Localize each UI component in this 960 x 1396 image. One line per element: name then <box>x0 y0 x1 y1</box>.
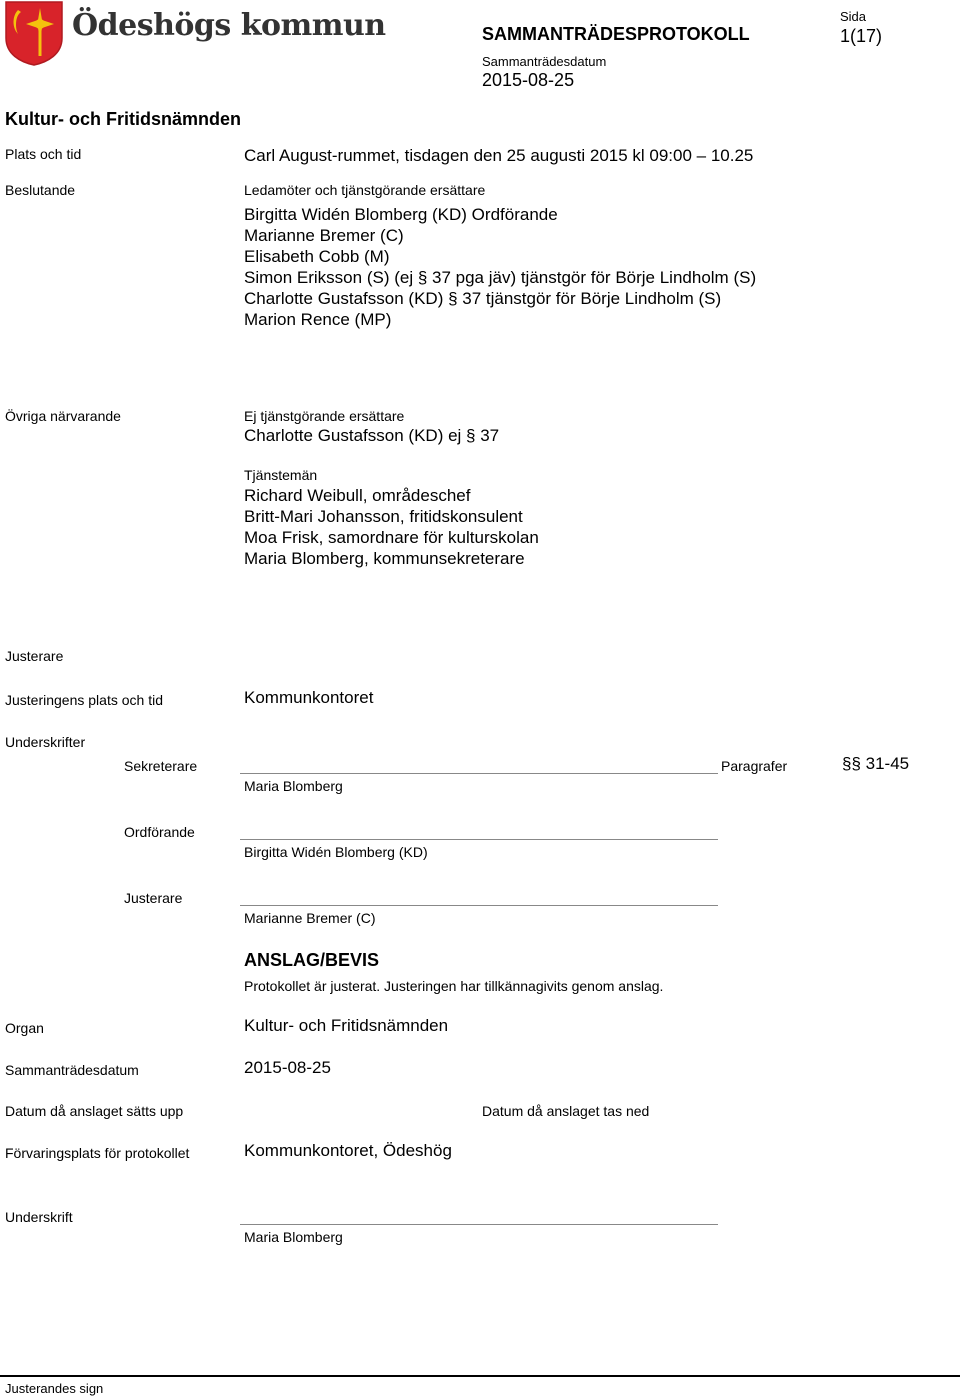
page-label: Sida <box>840 9 867 24</box>
organ-value: Kultur- och Fritidsnämnden <box>244 1016 449 1035</box>
official-item: Britt-Mari Johansson, fritidskonsulent <box>244 507 523 526</box>
decision-makers-heading: Ledamöter och tjänstgörande ersättare <box>244 182 486 198</box>
adjustment-place-value: Kommunkontoret <box>244 688 374 707</box>
adjuster-label: Justerare <box>5 648 64 664</box>
member-item: Marion Rence (MP) <box>244 310 392 329</box>
footer-divider <box>0 1375 960 1377</box>
page-number: 1(17) <box>840 26 883 46</box>
notice-title: ANSLAG/BEVIS <box>244 950 380 970</box>
member-item: Simon Eriksson (S) (ej § 37 pga jäv) tjänstgör för Börje Lindholm (S) <box>244 268 757 287</box>
signature-label: Underskrift <box>5 1209 73 1225</box>
chair-label: Ordförande <box>124 824 195 840</box>
storage-value: Kommunkontoret, Ödeshög <box>244 1141 452 1160</box>
member-item: Marianne Bremer (C) <box>244 226 404 245</box>
municipality-coat-of-arms-icon <box>4 0 64 66</box>
notice-date-value: 2015-08-25 <box>244 1058 331 1077</box>
member-list <box>244 204 756 330</box>
official-item: Moa Frisk, samordnare för kulturskolan <box>244 528 539 547</box>
document-type-title: SAMMANTRÄDESPROTOKOLL <box>482 24 750 44</box>
adjuster-name: Marianne Bremer (C) <box>244 910 376 926</box>
paragraphs-value: §§ 31-45 <box>842 754 910 773</box>
secretary-label: Sekreterare <box>124 758 198 774</box>
notice-date-label: Sammanträdesdatum <box>5 1062 139 1078</box>
place-time-value: Carl August-rummet, tisdagen den 25 augusti 2015 kl 09:00 – 10.25 <box>244 146 754 165</box>
notice-signature-line <box>240 1224 718 1225</box>
substitute-item: Charlotte Gustafsson (KD) ej § 37 <box>244 426 500 445</box>
member-item: Elisabeth Cobb (M) <box>244 247 390 266</box>
decision-makers-label: Beslutande <box>5 182 76 198</box>
adjuster-signature-label: Justerare <box>124 890 183 906</box>
place-time-label: Plats och tid <box>5 146 82 162</box>
footer-initials-label: Justerandes sign <box>5 1381 104 1396</box>
notice-text: Protokollet är justerat. Justeringen har tillkännagivits genom anslag. <box>244 978 664 994</box>
paragraphs-label: Paragrafer <box>721 758 788 774</box>
officials-heading: Tjänstemän <box>244 467 318 483</box>
member-item: Charlotte Gustafsson (KD) § 37 tjänstgör för Börje Lindholm (S) <box>244 289 722 308</box>
meeting-date-label: Sammanträdesdatum <box>482 54 607 69</box>
secretary-name: Maria Blomberg <box>244 778 343 794</box>
official-item: Maria Blomberg, kommunsekreterare <box>244 549 525 568</box>
official-item: Richard Weibull, områdeschef <box>244 486 471 505</box>
removed-date-label: Datum då anslaget tas ned <box>482 1103 650 1119</box>
adjustment-place-label: Justeringens plats och tid <box>5 692 163 708</box>
secretary-signature-line <box>240 773 718 774</box>
others-present-label: Övriga närvarande <box>5 408 121 424</box>
meeting-date: 2015-08-25 <box>482 70 575 90</box>
substitutes-heading: Ej tjänstgörande ersättare <box>244 408 405 424</box>
member-item: Birgitta Widén Blomberg (KD) Ordförande <box>244 205 558 224</box>
municipality-logo-text: Ödeshögs kommun <box>72 8 386 43</box>
chair-name: Birgitta Widén Blomberg (KD) <box>244 844 428 860</box>
adjuster-signature-line <box>240 905 718 906</box>
storage-label: Förvaringsplats för protokollet <box>5 1145 190 1161</box>
officials-list <box>244 485 539 569</box>
notice-signature-name: Maria Blomberg <box>244 1229 343 1245</box>
committee-title: Kultur- och Fritidsnämnden <box>5 109 241 129</box>
organ-label: Organ <box>5 1020 44 1036</box>
signatures-label: Underskrifter <box>5 734 86 750</box>
chair-signature-line <box>240 839 718 840</box>
posted-date-label: Datum då anslaget sätts upp <box>5 1103 184 1119</box>
